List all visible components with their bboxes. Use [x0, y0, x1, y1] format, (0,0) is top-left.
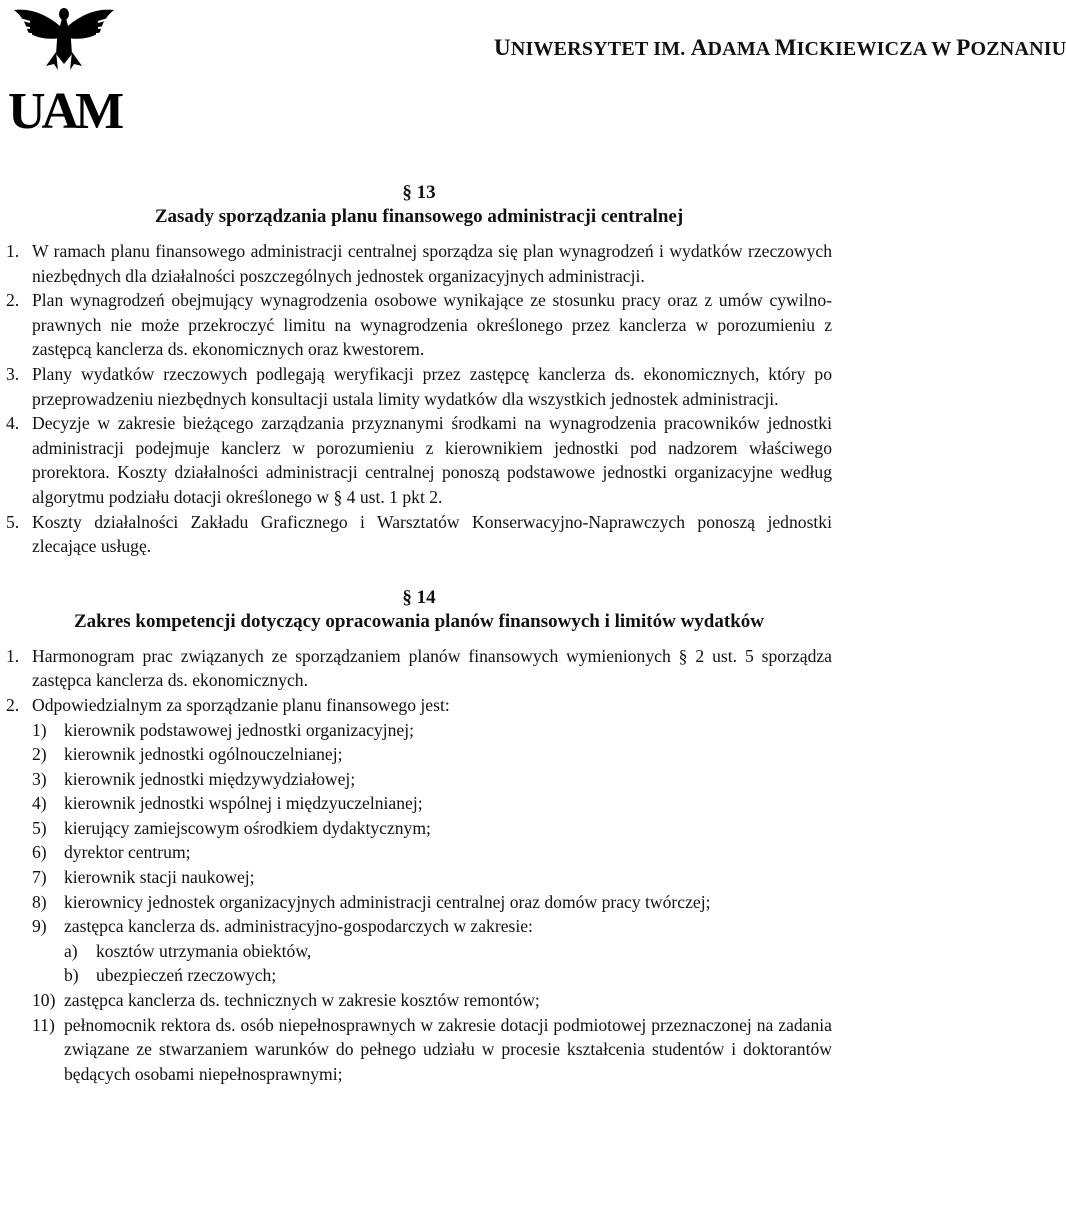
list-item: 10) zastępca kanclerza ds. technicznych w zakresie kosztów remontów; — [32, 990, 540, 1011]
s13-paragraph-3: 3. Plany wydatków rzeczowych podlegają weryfikacji przez zastępcę kanclerza ds. ekonomicznych, który po przeprowadzeniu niezbędnych konsultacji ustala limity wydatków dla wszystkich jednostek administracji. — [6, 363, 832, 409]
list-item: 8) kierownicy jednostek organizacyjnych administracji centralnej oraz domów pracy twórczej; — [32, 891, 711, 912]
section-14-title: Zakres kompetencji dotyczący opracowania planów finansowych i limitów wydatków — [74, 610, 764, 632]
list-item: b) ubezpieczeń rzeczowych; — [64, 965, 277, 986]
page-header — [0, 0, 1066, 150]
svg-text:UAM: UAM — [8, 83, 121, 140]
list-item: 3) kierownik jednostki międzywydziałowej; — [32, 768, 356, 789]
university-title: UNIWERSYTET IM. ADAMA MICKIEWICZA W POZNANIU — [494, 35, 1066, 60]
s14-paragraph-1: 1. Harmonogram prac związanych ze sporządzaniem planów finansowych wymienionych § 2 ust. 5 sporządza zastępca kanclerza ds. ekonomicznych. — [6, 645, 832, 691]
list-item: 7) kierownik stacji naukowej; — [32, 867, 255, 888]
s13-paragraph-1: 1. W ramach planu finansowego administracji centralnej sporządza się plan wynagrodzeń i wydatków rzeczowych niezbędnych dla działalności poszczególnych jednostek organizacyjnych administracji. — [6, 241, 832, 286]
list-item: 5) kierujący zamiejscowym ośrodkiem dydaktycznym; — [32, 817, 431, 838]
list-item: 6) dyrektor centrum; — [32, 842, 191, 863]
s13-paragraph-2: 2. Plan wynagrodzeń obejmujący wynagrodzenia osobowe wynikające ze stosunku pracy oraz z umów cywilno-prawnych nie może przekroczyć limitu na wynagrodzenia określonego przez kanclerza w porozumieniu z zastępcą kanclerza ds. ekonomicznych oraz kwestorem. — [6, 290, 832, 360]
section-14-number: § 14 — [402, 586, 436, 608]
s13-paragraph-4: 4. Decyzje w zakresie bieżącego zarządzania przyznanymi środkami na wynagrodzenia pracowników jednostki administracji podejmuje kanclerz w porozumieniu z kierownikiem jednostki pod nadzorem właściwego prorektora. Koszty działalności administracji centralnej ponoszą podstawowe jednostki organizacyjne według algorytmu podziału dotacji określonego w § 4 ust. 1 pkt 2. — [6, 413, 832, 507]
list-item: a) kosztów utrzymania obiektów, — [64, 940, 312, 961]
list-item: 1) kierownik podstawowej jednostki organizacyjnej; — [32, 719, 415, 740]
s13-paragraph-5: 5. Koszty działalności Zakładu Graficznego i Warsztatów Konserwacyjno-Naprawczych ponoszą jednostki zlecające usługę. — [6, 511, 832, 557]
section-13-title: Zasady sporządzania planu finansowego administracji centralnej — [154, 206, 684, 227]
list-item: 2) kierownik jednostki ogólnouczelnianej; — [32, 744, 343, 765]
s14-paragraph-2: 2. Odpowiedzialnym za sporządzanie planu finansowego jest: — [6, 694, 450, 715]
list-item: 11) pełnomocnik rektora ds. osób niepełnosprawnych w zakresie dotacji podmiotowej przeznaczonej na zadania związane ze stwarzaniem warunków do pełnego udziału w procesie kształcenia studentów i doktorantów będących osobami niepełnosprawnymi; — [32, 1014, 832, 1084]
uam-eagle-logo — [6, 4, 124, 140]
list-item: 9) zastępca kanclerza ds. administracyjno-gospodarczych w zakresie: — [32, 916, 533, 937]
document-body — [6, 181, 832, 1086]
list-item: 4) kierownik jednostki wspólnej i międzyuczelnianej; — [32, 793, 423, 814]
section-13-number: § 13 — [402, 182, 436, 203]
